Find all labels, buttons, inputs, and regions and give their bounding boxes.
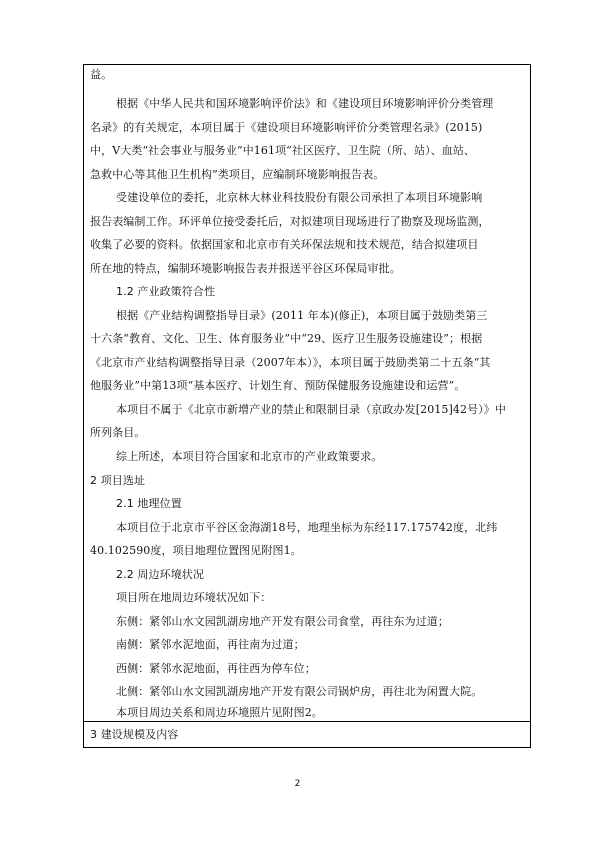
paragraph-line: 北侧：紧邻山水文园凯湖房地产开发有限公司锅炉房，再往北为闲置大院。 bbox=[116, 685, 483, 698]
paragraph-line: 南侧：紧邻水泥地面，再往南为过道； bbox=[116, 638, 305, 651]
section-heading: 1.2 产业政策符合性 bbox=[116, 285, 216, 298]
paragraph-line: 报告表编制工作。环评单位接受委托后，对拟建项目现场进行了勘察及现场监测， bbox=[90, 215, 490, 228]
section-divider bbox=[83, 721, 531, 722]
page-number: 2 bbox=[294, 779, 301, 789]
paragraph-line: 本项目位于北京市平谷区金海湖18号，地理坐标为东经117.175742度，北纬 bbox=[116, 521, 498, 534]
paragraph-line: 十六条“教育、文化、卫生、体育服务业”中“29、医疗卫生服务设施建设”；根据 bbox=[90, 332, 483, 345]
paragraph-line: 东侧：紧邻山水文园凯湖房地产开发有限公司食堂，再往东为过道； bbox=[116, 615, 449, 628]
paragraph-line: 受建设单位的委托，北京林大林业科技股份有限公司承担了本项目环境影响 bbox=[116, 191, 483, 204]
paragraph-line: 根据《中华人民共和国环境影响评价法》和《建设项目环境影响评价分类管理 bbox=[116, 97, 494, 110]
paragraph-line: 名录》的有关规定，本项目属于《建设项目环境影响评价分类管理名录》(2015) bbox=[90, 121, 483, 134]
paragraph-line: 《北京市产业结构调整指导目录（2007年本）》，本项目属于鼓励类第二十五条“其 bbox=[90, 356, 491, 369]
paragraph-line: 根据《产业结构调整指导目录》(2011 年本)(修正)，本项目属于鼓励类第三 bbox=[116, 309, 488, 322]
paragraph-line: 急救中心等其他卫生机构”类项目，应编制环境影响报告表。 bbox=[90, 168, 385, 181]
paragraph-line: 西侧：紧邻水泥地面，再往西为停车位； bbox=[116, 662, 316, 675]
paragraph-line: 本项目不属于《北京市新增产业的禁止和限制目录（京政办发[2015]42号）》中 bbox=[116, 403, 506, 416]
text-line: 益。 bbox=[90, 68, 113, 81]
paragraph-line: 所在地的特点，编制环境影响报告表并报送平谷区环保局审批。 bbox=[90, 262, 401, 275]
section-heading: 2.2 周边环境状况 bbox=[116, 568, 204, 581]
paragraph-line: 本项目周边关系和周边环境照片见附图2。 bbox=[116, 706, 323, 719]
paragraph-line: 项目所在地周边环境状况如下： bbox=[116, 591, 272, 604]
section-heading: 2.1 地理位置 bbox=[116, 497, 182, 510]
paragraph-line: 中，Ⅴ大类“社会事业与服务业”中161项“社区医疗、卫生院（所、站）、血站、 bbox=[90, 144, 476, 157]
section-heading: 3 建设规模及内容 bbox=[90, 728, 179, 741]
paragraph-line: 所列条目。 bbox=[90, 426, 146, 439]
paragraph-line: 综上所述，本项目符合国家和北京市的产业政策要求。 bbox=[116, 450, 383, 463]
paragraph-line: 他服务业”中第13项“基本医疗、计划生育、预防保健服务设施建设和运营”。 bbox=[90, 379, 466, 392]
paragraph-line: 40.102590度，项目地理位置图见附图1。 bbox=[90, 544, 302, 557]
section-heading: 2 项目选址 bbox=[90, 474, 146, 487]
paragraph-line: 收集了必要的资料。依据国家和北京市有关环保法规和技术规范，结合拟建项目 bbox=[90, 238, 479, 251]
